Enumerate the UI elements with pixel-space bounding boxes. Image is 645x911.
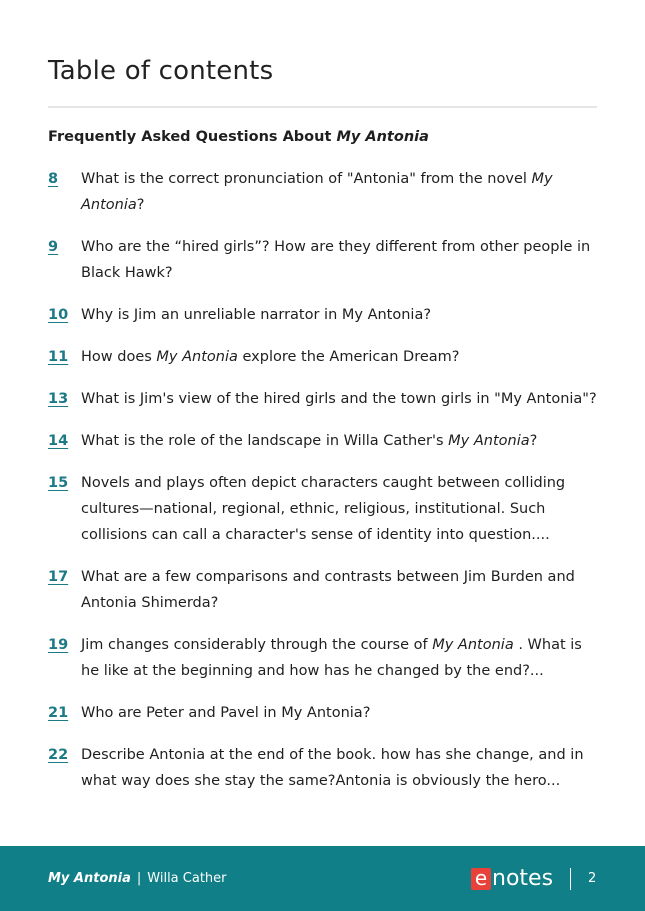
enotes-logo-e: e	[471, 868, 491, 890]
toc-item-text-segment: Who are the “hired girls”? How are they different from other people in Black Hawk?	[81, 239, 591, 281]
footer-separator: |	[136, 871, 142, 886]
toc-item	[48, 428, 597, 454]
footer-book-title: My Antonia	[48, 871, 131, 886]
toc-item-text	[81, 302, 597, 328]
toc-item-text	[81, 428, 597, 454]
toc-item-text-segment: What is the role of the landscape in Willa Cather's	[81, 433, 449, 449]
toc-item-text	[81, 470, 597, 548]
toc-item-book-title: My Antonia	[432, 637, 514, 653]
toc-item-text-segment: Who are Peter and Pavel in My Antonia?	[81, 705, 371, 721]
section-heading-book: My Antonia	[336, 129, 429, 145]
page-title: Table of contents	[48, 56, 274, 86]
toc-item-book-title: My Antonia	[156, 349, 238, 365]
toc-page-link[interactable]: 15	[48, 475, 69, 491]
title-divider	[48, 106, 597, 108]
toc-item-text	[81, 344, 597, 370]
section-heading	[48, 129, 429, 145]
toc-item-book-title: My Antonia	[448, 433, 530, 449]
toc-item	[48, 386, 597, 412]
section-heading-text: Frequently Asked Questions About	[48, 129, 332, 145]
toc-item-text-segment: Why is Jim an unreliable narrator in My Antonia?	[81, 307, 432, 323]
toc-item-text	[81, 700, 597, 726]
toc-item-text-segment: explore the American Dream?	[237, 349, 460, 365]
page-number: 2	[588, 871, 597, 886]
toc-page-link[interactable]: 22	[48, 747, 69, 763]
toc-item-text-segment: What is the correct pronunciation of "Antonia" from the novel	[81, 171, 532, 187]
toc-item-text-segment: Novels and plays often depict characters caught between colliding cultures—national, regional, ethnic, religious, institutional. Such collisions can call a character's sense of identity into question....	[81, 475, 566, 543]
toc-item-text-segment: ?	[136, 197, 145, 213]
toc-item-text	[81, 742, 597, 794]
toc-item	[48, 742, 597, 794]
toc-item	[48, 632, 597, 684]
enotes-logo[interactable]	[471, 867, 553, 891]
toc-item	[48, 344, 597, 370]
toc-item-text	[81, 166, 597, 218]
footer-divider	[570, 868, 571, 890]
toc-item-text-segment: Describe Antonia at the end of the book. how has she change, and in what way does she stay the same?Antonia is obviously the hero...	[81, 747, 584, 789]
toc-page-link[interactable]: 17	[48, 569, 69, 585]
toc-item-book-title: My Antonia	[81, 171, 553, 213]
enotes-logo-text: notes	[492, 866, 554, 891]
toc-item	[48, 564, 597, 616]
toc-list	[48, 166, 597, 810]
toc-item-text	[81, 564, 597, 616]
toc-page-link[interactable]: 10	[48, 307, 69, 323]
toc-item-text	[81, 386, 597, 412]
toc-page-link[interactable]: 11	[48, 349, 69, 365]
toc-page-link[interactable]: 21	[48, 705, 69, 721]
toc-page-link[interactable]: 8	[48, 171, 59, 187]
toc-page-link[interactable]: 19	[48, 637, 69, 653]
toc-item-text	[81, 632, 597, 684]
toc-item	[48, 234, 597, 286]
toc-item-text-segment: What is Jim's view of the hired girls and the town girls in "My Antonia"?	[81, 391, 597, 407]
footer	[0, 846, 645, 911]
toc-item-text	[81, 234, 597, 286]
toc-page-link[interactable]: 9	[48, 239, 59, 255]
footer-book-info	[48, 871, 227, 886]
toc-item-text-segment: ?	[529, 433, 538, 449]
toc-item	[48, 470, 597, 548]
toc-item-text-segment: What are a few comparisons and contrasts between Jim Burden and Antonia Shimerda?	[81, 569, 575, 611]
toc-item-text-segment: . What is he like at the beginning and how has he changed by the end?...	[81, 637, 582, 679]
toc-item-text-segment: Jim changes considerably through the course of	[81, 637, 433, 653]
toc-page-link[interactable]: 14	[48, 433, 69, 449]
toc-item-text-segment: How does	[81, 349, 157, 365]
toc-item	[48, 700, 597, 726]
footer-author: Willa Cather	[147, 871, 227, 886]
toc-page-link[interactable]: 13	[48, 391, 69, 407]
toc-item	[48, 302, 597, 328]
toc-item	[48, 166, 597, 218]
